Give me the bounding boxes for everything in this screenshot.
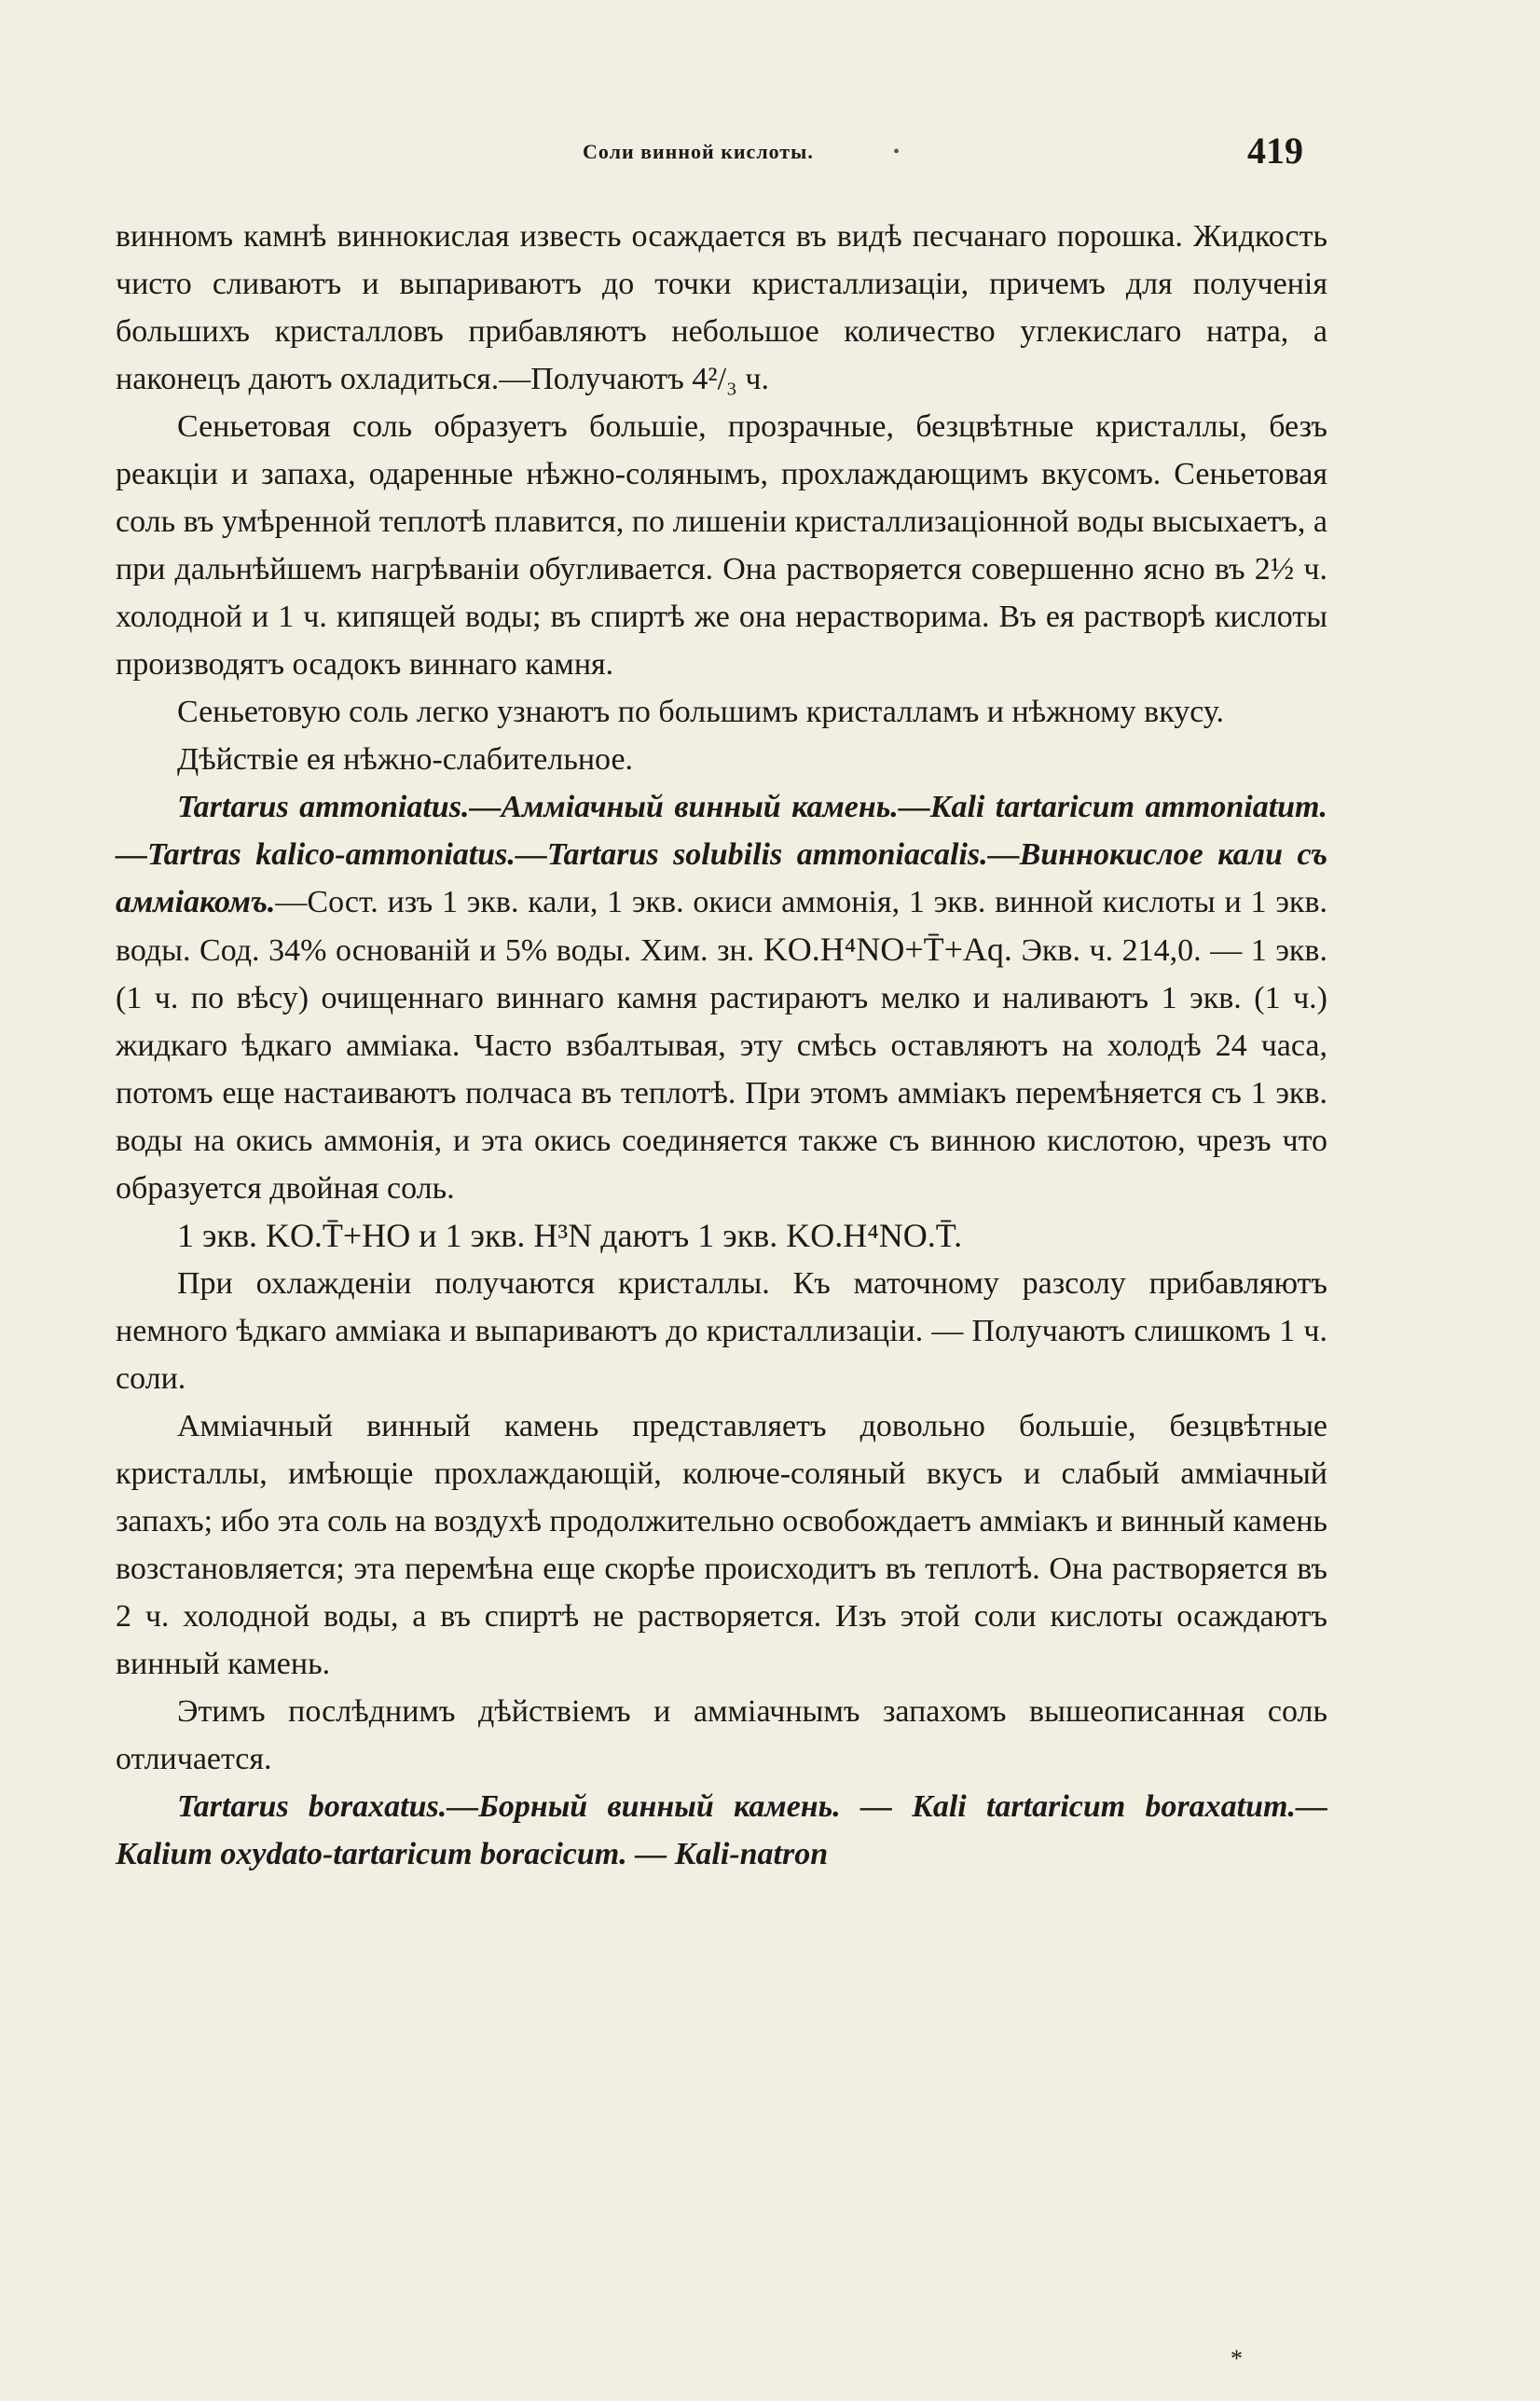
paragraph-text: —Сост. изъ 1 экв. кали, 1 экв. окиси аммонія, 1 экв. винной кислоты и 1 экв. воды. Сод. 34% основаній и 5% воды. Хим. зн. bbox=[116, 885, 1327, 968]
page-number: 419 bbox=[1247, 130, 1303, 172]
paragraph: Сеньетовая соль образуетъ большіе, прозрачные, безцвѣтные кристаллы, безъ реакціи и запаха, одаренные нѣжно-солянымъ, прохлаждающимъ вкусомъ. Сеньетовая соль въ умѣренной теплотѣ плавится, по лишеніи кристаллизаціонной воды высыхаетъ, а при дальнѣйшемъ нагрѣваніи обугливается. Она растворяется совершенно ясно въ 2½ ч. холодной и 1 ч. кипящей воды; въ спиртѣ же она нерастворима. Въ ея растворѣ кислоты производятъ осадокъ виннаго камня. bbox=[116, 409, 1327, 682]
latin-names: Tartarus boraxatus.—Борный винный камень. — Kali tartaricum boraxatum.—Kalium oxydato-tartaricum boracicum. — Kali-natron bbox=[116, 1789, 1327, 1871]
paragraph: винномъ камнѣ виннокислая известь осаждается въ видѣ песчанаго порошка. Жидкость чисто сливаютъ и выпариваютъ до точки кристаллизаціи, причемъ для полученія большихъ кристалловъ прибавляютъ небольшое количество углекислаго натра, а наконецъ даютъ охладиться.—Получаютъ 4²/₃ ч. bbox=[116, 219, 1327, 396]
paragraph: При охлажденіи получаются кристаллы. Къ маточному разсолу прибавляютъ немного ѣдкаго амміака и выпариваютъ до кристаллизаціи. — Получаютъ слишкомъ 1 ч. соли. bbox=[116, 1266, 1327, 1396]
paragraph: Сеньетовую соль легко узнаютъ по большимъ кристалламъ и нѣжному вкусу. bbox=[177, 695, 1225, 729]
latin-names: Tartarus ammoniatus.—Аммiачный винный камень.—Kali tartaricum ammoniatum.—Tartras kalico-ammoniatus.—Tartarus solubilis ammoniacalis.—Виннокислое кали съ аммiакомъ. bbox=[116, 790, 1327, 919]
reaction-equation: 1 экв. KO.T̄+HO и 1 экв. H³N даютъ 1 экв. KO.H⁴NO.T̄. bbox=[177, 1217, 963, 1254]
chemical-formula: KO.H⁴NO+T̄+Aq. bbox=[763, 931, 1012, 968]
page-header bbox=[112, 129, 1314, 177]
paragraph bbox=[116, 783, 1327, 1212]
bottom-mark: * bbox=[1231, 2345, 1243, 2372]
paragraph: Дѣйствіе ея нѣжно-слабительное. bbox=[177, 742, 634, 777]
running-title: Соли винной кислоты. bbox=[583, 140, 814, 163]
paragraph: Амміачный винный камень представляетъ довольно большіе, безцвѣтные кристаллы, имѣющіе прохлаждающій, колюче-соляный вкусъ и слабый амміачный запахъ; ибо эта соль на воздухѣ продолжительно освобождаетъ амміакъ и винный камень возстановляется; эта перемѣна еще скорѣе происходитъ въ теплотѣ. Она растворяется въ 2 ч. холодной воды, а въ спиртѣ не растворяется. Изъ этой соли кислоты осаждаютъ винный камень. bbox=[116, 1409, 1327, 1681]
top-mark: • bbox=[893, 142, 901, 162]
paragraph-text: Экв. ч. 214,0. — 1 экв. (1 ч. по вѣсу) очищеннаго виннаго камня растираютъ мелко и наливаютъ 1 экв. (1 ч.) жидкаго ѣдкаго амміака. Часто взбалтывая, эту смѣсь оставляютъ на холодѣ 24 часа, потомъ еще настаиваютъ полчаса въ теплотѣ. При этомъ амміакъ перемѣняется съ 1 экв. воды на окись аммонія, и эта окись соединяется также съ винною кислотою, чрезъ что образуется двойная соль. bbox=[116, 933, 1327, 1206]
paragraph bbox=[116, 1783, 1327, 1878]
paragraph: Этимъ послѣднимъ дѣйствіемъ и амміачнымъ запахомъ вышеописанная соль отличается. bbox=[116, 1694, 1327, 1776]
body-text bbox=[116, 213, 1327, 1878]
